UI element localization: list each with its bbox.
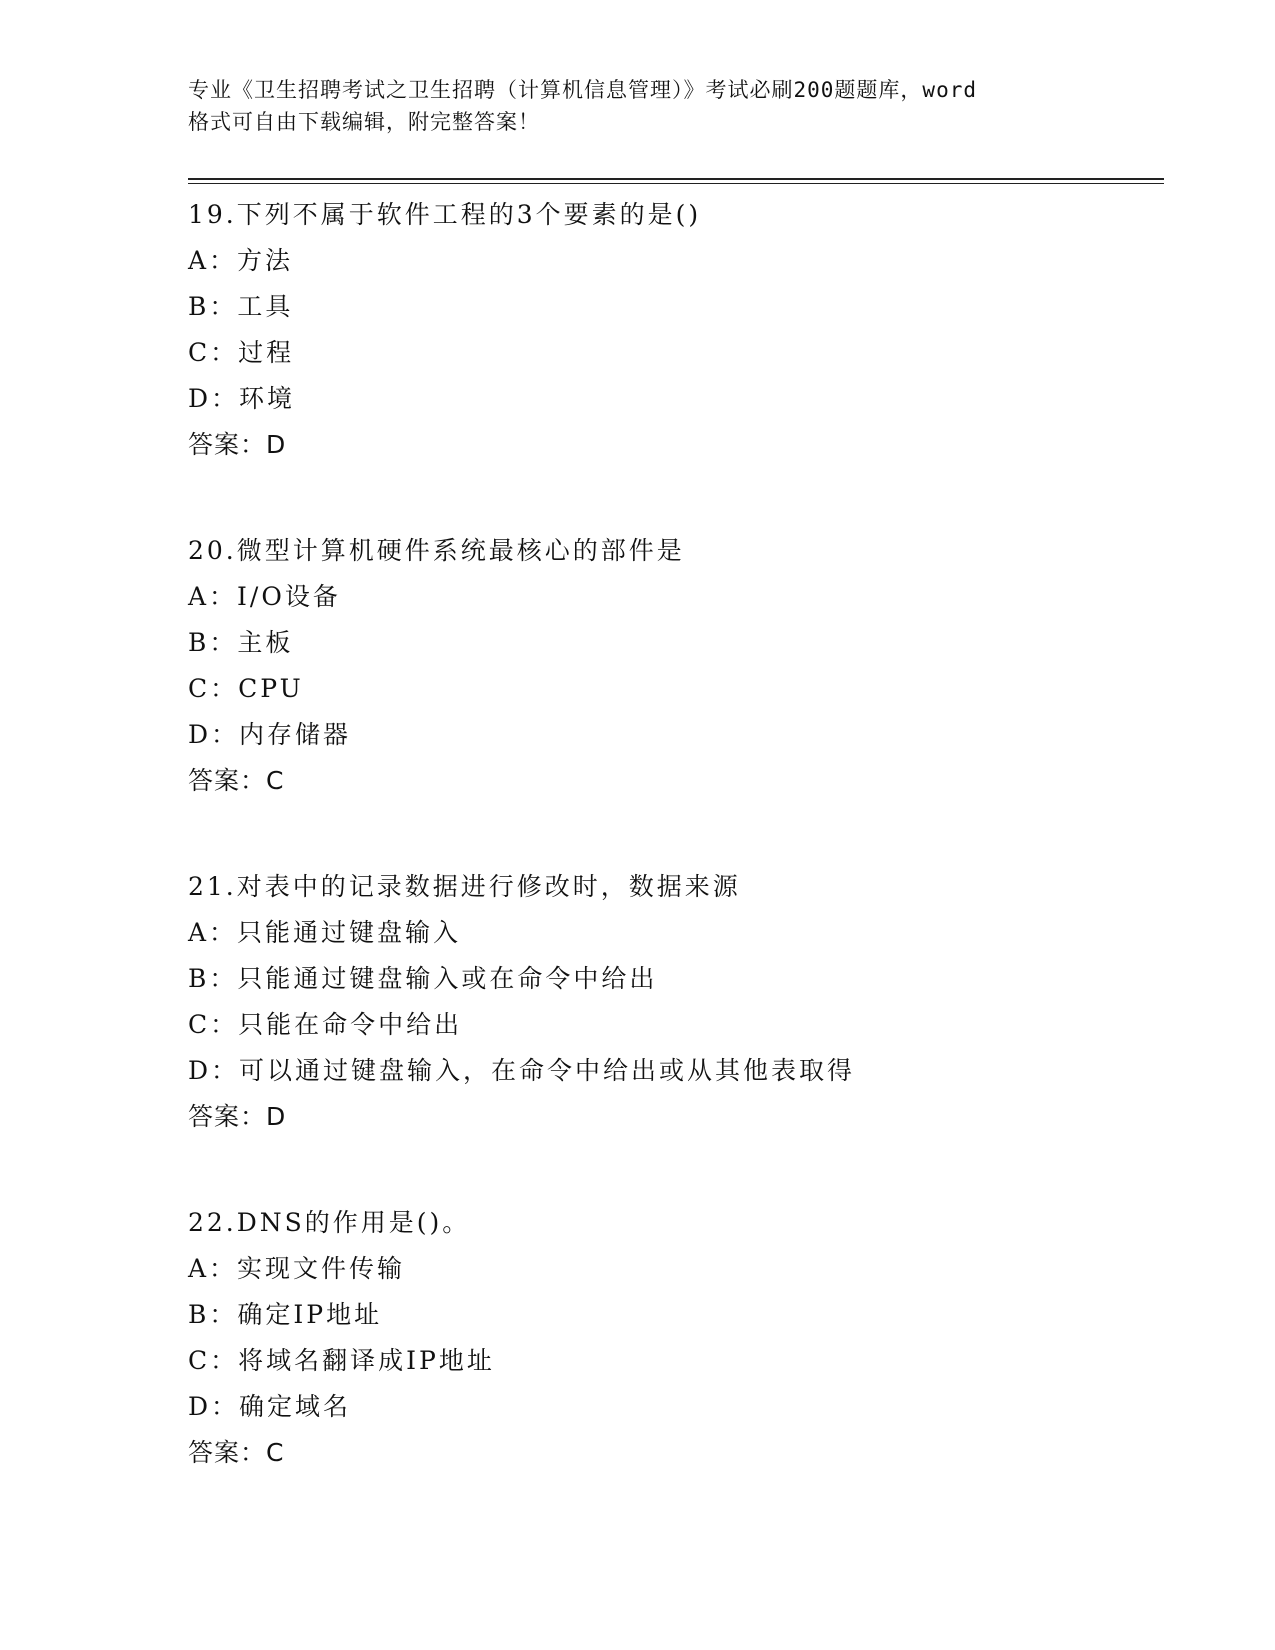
answer-line: 答案：D bbox=[188, 1102, 287, 1131]
header-line-1: 专业《卫生招聘考试之卫生招聘（计算机信息管理）》考试必刷200题题库，word bbox=[188, 78, 977, 102]
question-21 bbox=[188, 864, 1148, 1140]
option-a: A：只能通过键盘输入 bbox=[188, 918, 462, 947]
answer-line: 答案：C bbox=[188, 766, 285, 795]
header-divider-thin bbox=[188, 183, 1164, 184]
option-b: B：只能通过键盘输入或在命令中给出 bbox=[188, 964, 658, 993]
document-header bbox=[188, 74, 1088, 138]
option-a: A：方法 bbox=[188, 246, 294, 275]
option-c: C：CPU bbox=[188, 674, 304, 703]
question-22 bbox=[188, 1200, 1148, 1476]
option-d: D：环境 bbox=[188, 384, 296, 413]
option-d: D：确定域名 bbox=[188, 1392, 352, 1421]
option-c: C：过程 bbox=[188, 338, 295, 367]
option-d: D：可以通过键盘输入，在命令中给出或从其他表取得 bbox=[188, 1056, 856, 1085]
question-list bbox=[188, 192, 1148, 1476]
option-b: B：工具 bbox=[188, 292, 294, 321]
header-line-2: 格式可自由下载编辑，附完整答案！ bbox=[188, 110, 540, 134]
option-c: C：将域名翻译成IP地址 bbox=[188, 1346, 495, 1375]
option-c: C：只能在命令中给出 bbox=[188, 1010, 463, 1039]
question-stem: 20.微型计算机硬件系统最核心的部件是 bbox=[188, 536, 685, 565]
question-stem: 19.下列不属于软件工程的3个要素的是() bbox=[188, 200, 702, 229]
question-20 bbox=[188, 528, 1148, 804]
question-19 bbox=[188, 192, 1148, 468]
option-d: D：内存储器 bbox=[188, 720, 352, 749]
option-a: A：I/O设备 bbox=[188, 582, 341, 611]
option-b: B：确定IP地址 bbox=[188, 1300, 383, 1329]
option-b: B：主板 bbox=[188, 628, 294, 657]
answer-line: 答案：D bbox=[188, 430, 287, 459]
question-stem: 21.对表中的记录数据进行修改时，数据来源 bbox=[188, 872, 741, 901]
answer-line: 答案：C bbox=[188, 1438, 285, 1467]
header-divider-thick bbox=[188, 178, 1164, 180]
option-a: A：实现文件传输 bbox=[188, 1254, 406, 1283]
question-stem: 22.DNS的作用是()。 bbox=[188, 1208, 471, 1237]
